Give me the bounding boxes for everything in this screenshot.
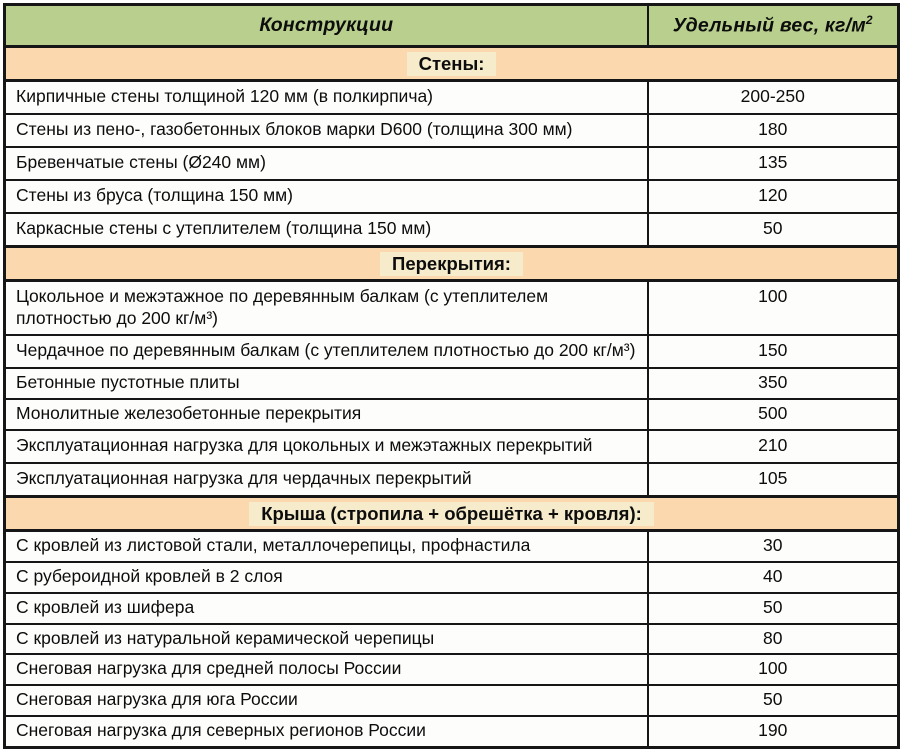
section-title-walls: Стены: [407,52,497,76]
section-row-walls [5,47,899,81]
construction-label: Снеговая нагрузка для северных регионов России [5,716,648,747]
construction-label: Монолитные железобетонные перекрытия [5,399,648,430]
construction-label: С кровлей из шифера [5,593,648,624]
weight-value: 150 [648,335,899,368]
table-row [5,368,899,399]
table-row [5,685,899,716]
table-row [5,81,899,114]
section-title-floors: Перекрытия: [380,252,523,276]
section-header-walls [5,47,899,81]
weight-value: 120 [648,180,899,213]
table-row [5,530,899,561]
table-row [5,593,899,624]
table-row [5,335,899,368]
table-row [5,114,899,147]
weight-value: 100 [648,280,899,335]
superscript-2: 2 [865,12,873,27]
construction-weights-table [3,3,900,749]
construction-label: С кровлей из натуральной керамической черепицы [5,624,648,655]
construction-label: Эксплуатационная нагрузка для цокольных и межэтажных перекрытий [5,430,648,463]
weight-value: 180 [648,114,899,147]
weight-value: 40 [648,562,899,593]
weight-value: 135 [648,147,899,180]
construction-label: Бревенчатые стены (Ø240 мм) [5,147,648,180]
weight-value: 200-250 [648,81,899,114]
section-row-roof [5,496,899,530]
section-row-floors [5,246,899,280]
table-row [5,654,899,685]
construction-label: Каркасные стены с утеплителем (толщина 150 мм) [5,213,648,246]
weight-value: 100 [648,654,899,685]
construction-label: Снеговая нагрузка для юга России [5,685,648,716]
construction-label: Снеговая нагрузка для средней полосы России [5,654,648,685]
weight-value: 190 [648,716,899,747]
weight-value: 30 [648,530,899,561]
weight-value: 50 [648,685,899,716]
column-header-unit-weight [648,5,899,47]
weight-value: 500 [648,399,899,430]
weight-value: 50 [648,213,899,246]
construction-label: С кровлей из листовой стали, металлочерепицы, профнастила [5,530,648,561]
weight-value: 50 [648,593,899,624]
section-title-roof: Крыша (стропила + обрешётка + кровля): [249,502,654,526]
table-row [5,716,899,747]
weight-value: 210 [648,430,899,463]
table-row [5,280,899,335]
construction-label: Цокольное и межэтажное по деревянным балкам (с утеплителем плотностью до 200 кг/м³) [5,280,648,335]
weight-value: 80 [648,624,899,655]
section-header-floors [5,246,899,280]
table-row [5,624,899,655]
table-row [5,399,899,430]
construction-label: Стены из бруса (толщина 150 мм) [5,180,648,213]
table-row [5,213,899,246]
weight-value: 105 [648,463,899,496]
section-header-roof [5,496,899,530]
weight-value: 350 [648,368,899,399]
construction-label: С рубероидной кровлей в 2 слоя [5,562,648,593]
construction-label: Бетонные пустотные плиты [5,368,648,399]
table-row [5,562,899,593]
table-row [5,180,899,213]
table-row [5,147,899,180]
table-row [5,430,899,463]
column-header-constructions: Конструкции [5,5,648,47]
construction-label: Кирпичные стены толщиной 120 мм (в полкирпича) [5,81,648,114]
construction-label: Стены из пено-, газобетонных блоков марки D600 (толщина 300 мм) [5,114,648,147]
column-header-unit-weight-text: Удельный вес, кг/м [672,14,866,37]
table-header-row [5,5,899,47]
construction-label: Эксплуатационная нагрузка для чердачных перекрытий [5,463,648,496]
table-row [5,463,899,496]
construction-label: Чердачное по деревянным балкам (с утеплителем плотностью до 200 кг/м³) [5,335,648,368]
